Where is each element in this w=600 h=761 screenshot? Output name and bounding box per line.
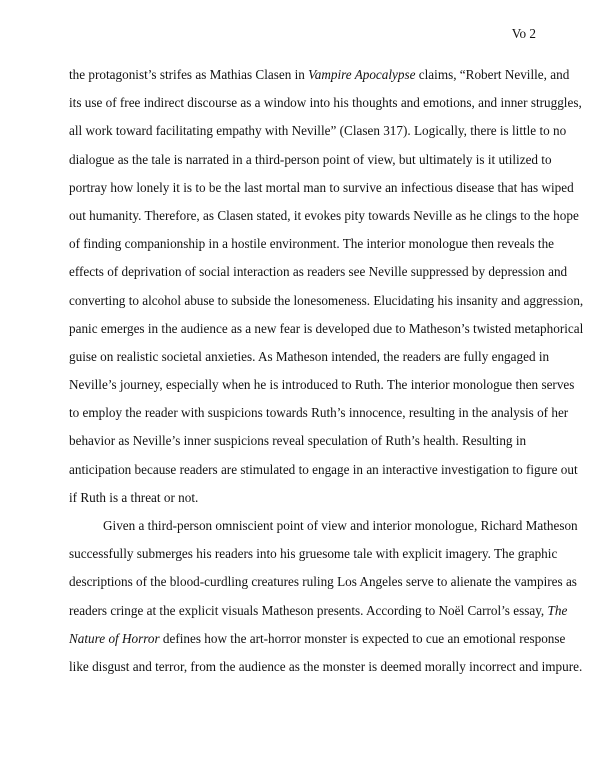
text-line: if Ruth is a threat or not. [69, 489, 199, 505]
text-line: descriptions of the blood-curdling creatures ruling Los Angeles serve to alienate the vampires as [69, 574, 577, 590]
paragraph-2 [69, 512, 583, 681]
text-line: converting to alcohol abuse to subside the lonesomeness. Elucidating his insanity and aggression, [69, 292, 584, 308]
text-line: Given a third-person omniscient point of view and interior monologue, Richard Matheson [103, 518, 578, 533]
essay-body [69, 61, 584, 681]
text-line: readers cringe at the explicit visuals Matheson presents. According to Noël Carrol’s essay, The [69, 602, 568, 618]
text-line: portray how lonely it is to be the last mortal man to survive an infectious disease that has wiped [69, 179, 574, 195]
text-line: Neville’s journey, especially when he is introduced to Ruth. The interior monologue then serves [69, 377, 575, 393]
essay-title-start: The [547, 602, 568, 618]
text-line: dialogue as the tale is narrated in a third-person point of view, but ultimately is it utilized to [69, 151, 552, 167]
book-title: Vampire Apocalypse [308, 67, 416, 82]
text-line: effects of deprivation of social interaction as readers see Neville suppressed by depression and [69, 264, 568, 280]
text-line: of finding companionship in a hostile environment. The interior monologue then reveals the [69, 236, 555, 252]
text-line: out humanity. Therefore, as Clasen stated, it evokes pity towards Neville as he clings to the hope [69, 207, 579, 223]
text-line: panic emerges in the audience as a new fear is developed due to Matheson’s twisted metaphorical [69, 320, 584, 336]
text-line: Nature of Horror defines how the art-horror monster is expected to cue an emotional response [69, 630, 566, 646]
text-line: its use of free indirect discourse as a window into his thoughts and emotions, and inner struggles, [69, 95, 582, 111]
essay-title-end: Nature of Horror [69, 630, 160, 646]
page-number-label: Vo 2 [511, 26, 536, 41]
paragraph-1 [69, 61, 584, 512]
text-line: behavior as Neville’s inner suspicions reveal speculation of Ruth’s health. Resulting in [69, 433, 527, 449]
text-line: anticipation because readers are stimulated to engage in an interactive investigation to figure out [69, 461, 578, 477]
text-line: guise on realistic societal anxieties. As Matheson intended, the readers are fully engaged in [69, 348, 550, 364]
text-line: like disgust and terror, from the audience as the monster is deemed morally incorrect and impure. [69, 658, 583, 674]
text-line: successfully submerges his readers into his gruesome tale with explicit imagery. The graphic [69, 546, 558, 562]
page-header [512, 26, 536, 42]
text-line: all work toward facilitating empathy with Neville” (Clasen 317). Logically, there is little to no [69, 123, 567, 139]
text-line: the protagonist’s strifes as Mathias Clasen in Vampire Apocalypse claims, “Robert Neville, and [69, 67, 570, 82]
text-line: to employ the reader with suspicions towards Ruth’s innocence, resulting in the analysis of her [69, 405, 569, 421]
